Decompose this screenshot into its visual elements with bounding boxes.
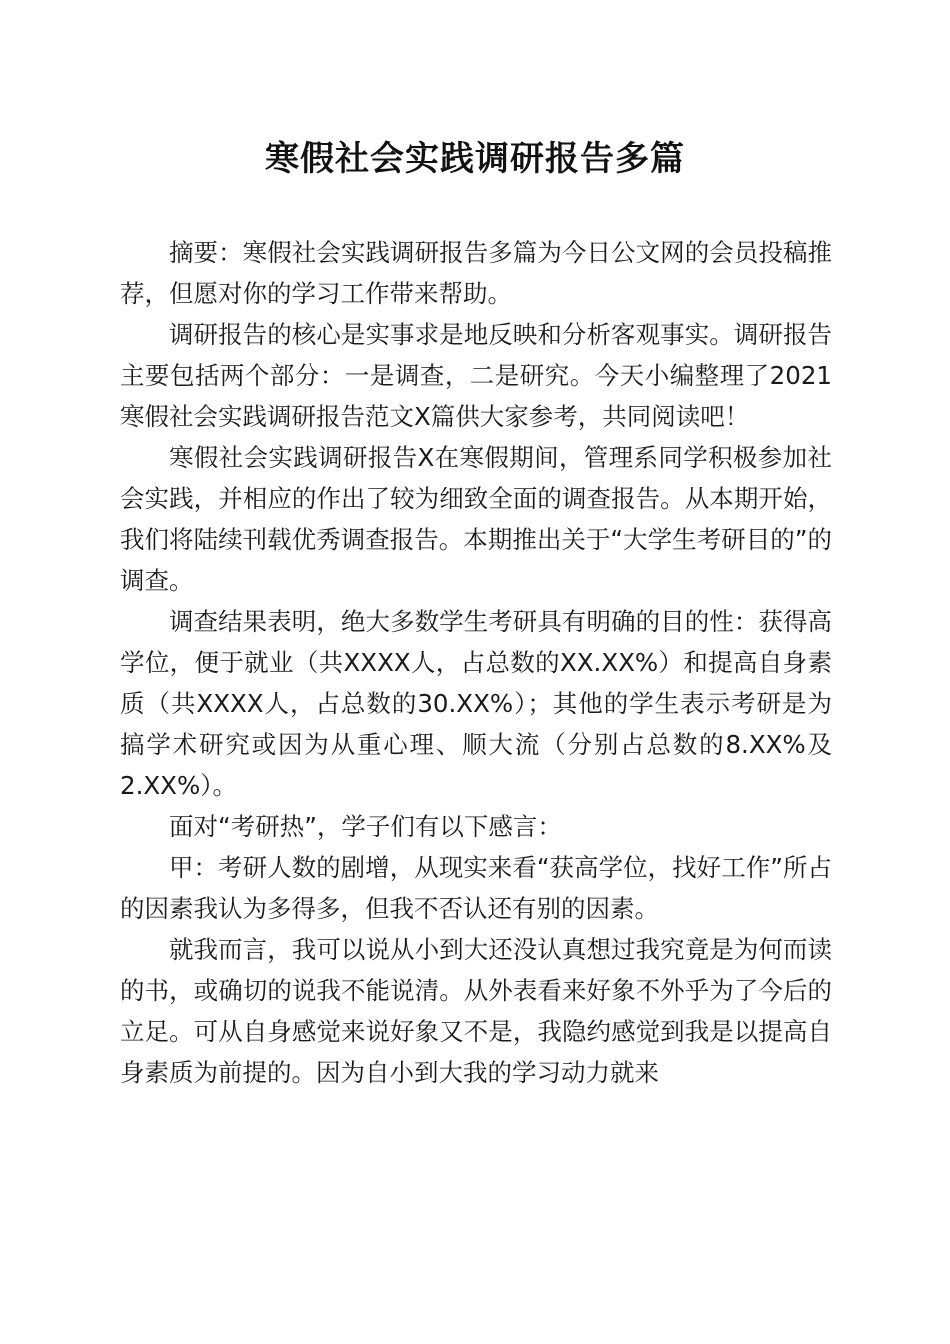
paragraph-student-a: 甲：考研人数的剧增，从现实来看“获高学位，找好工作”所占的因素我认为多得多，但我不否认还有别的因素。 bbox=[120, 853, 832, 923]
paragraph-survey-results: 调查结果表明，绝大多数学生考研具有明确的目的性：获得高学位，便于就业（共XXXX人，占总数的XX.XX%）和提高自身素质（共XXXX人，占总数的30.XX%）；其他的学生表示考研是为搞学术研究或因为从重心理、顺大流（分别占总数的8.XX%及2.XX%）。 bbox=[120, 607, 832, 800]
paragraph-remarks-heading: 面对“考研热”，学子们有以下感言： bbox=[169, 812, 562, 841]
document-title: 寒假社会实践调研报告多篇 bbox=[265, 139, 685, 179]
paragraph-intro: 调研报告的核心是实事求是地反映和分析客观事实。调研报告主要包括两个部分：一是调查，二是研究。今天小编整理了2021寒假社会实践调研报告范文X篇供大家参考，共同阅读吧！ bbox=[120, 320, 832, 431]
paragraph-report-intro: 寒假社会实践调研报告X在寒假期间，管理系同学积极参加社会实践，并相应的作出了较为细致全面的调查报告。从本期开始，我们将陆续刊载优秀调查报告。本期推出关于“大学生考研目的”的调查。 bbox=[120, 443, 832, 595]
paragraph-abstract: 摘要：寒假社会实践调研报告多篇为今日公文网的会员投稿推荐，但愿对你的学习工作带来帮助。 bbox=[120, 238, 832, 308]
document-body bbox=[120, 232, 832, 1093]
paragraph-personal-view: 就我而言，我可以说从小到大还没认真想过我究竟是为何而读的书，或确切的说我不能说清。从外表看来好象不外乎为了今后的立足。可从自身感觉来说好象又不是，我隐约感觉到我是以提高自身素质为前提的。因为自小到大我的学习动力就来 bbox=[120, 935, 832, 1087]
